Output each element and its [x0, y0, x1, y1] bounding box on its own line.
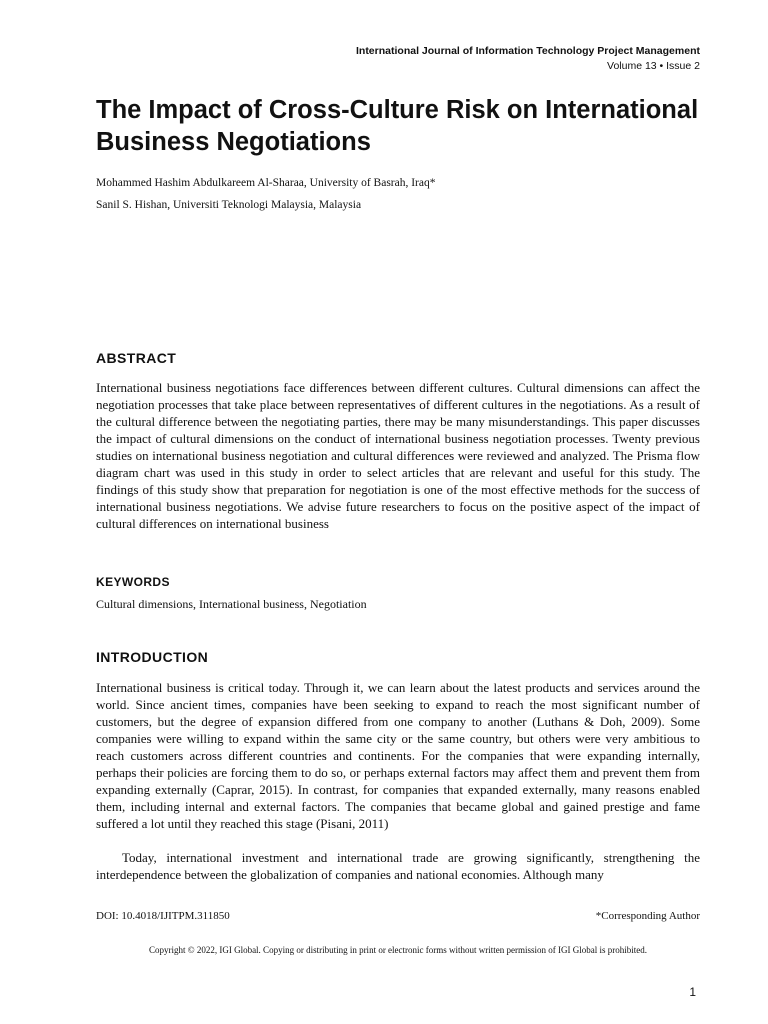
journal-name: International Journal of Information Technology Project Management [355, 45, 700, 57]
article-title: The Impact of Cross-Culture Risk on International Business Negotiations [96, 96, 699, 156]
keywords-heading: KEYWORDS [96, 575, 170, 589]
corresponding-author-note: *Corresponding Author [595, 910, 700, 922]
doi-text: DOI: 10.4018/IJITPM.311850 [96, 910, 230, 922]
author-line: Sanil S. Hishan, Universiti Teknologi Malaysia, Malaysia [96, 199, 362, 211]
author-line: Mohammed Hashim Abdulkareem Al-Sharaa, University of Basrah, Iraq* [96, 177, 436, 189]
introduction-paragraph: Today, international investment and international trade are growing significantly, strengthening the interdependence between the globalization of companies and national economies. Although many [96, 850, 700, 882]
abstract-text: International business negotiations face differences between different cultures. Cultural dimensions can affect the negotiation processes that take place between representatives of different cultures in the negotiations. As a result of the cultural difference between the negotiating parties, there may be many misunderstandings. This paper discusses the impact of cultural dimensions on the conduct of international business negotiation processes. Twenty previous studies on international business negotiation and cultural differences were reviewed and analyzed. The Prisma flow diagram chart was used in this study in order to select articles that are relevant and useful for this study. The findings of this study show that preparation for negotiation is one of the most effective methods for the success of international business negotiations. We advise future researchers to focus on the positive aspect of the impact of cultural differences on international business [96, 380, 700, 531]
introduction-heading: INTRODUCTION [96, 649, 209, 665]
keywords-text: Cultural dimensions, International business, Negotiation [96, 597, 367, 611]
abstract-heading: ABSTRACT [96, 350, 177, 366]
introduction-paragraph: International business is critical today. Through it, we can learn about the latest products and services around the world. Since ancient times, companies have been seeking to expand to reach the most significant number of customers, but the degree of expansion differed from one company to another (Luthans & Doh, 2009). Some companies were willing to expand within the same city or the same country, but others were very ambitious to reach customers across different countries and continents. For the companies that were expanding internally, perhaps their policies are forcing them to do so, or perhaps external factors may affect them and prevent them from expanding externally (Caprar, 2015). In contrast, for companies that expanded externally, many reasons enabled them, including internal and external factors. The companies that became global and gained prestige and fame suffered a lot until they reached this stage (Pisani, 2011) [96, 680, 700, 831]
copyright-notice: Copyright © 2022, IGI Global. Copying or distributing in print or electronic forms without written permission of IGI Global is prohibited. [148, 945, 648, 955]
author-list [96, 172, 436, 216]
journal-volume-issue: Volume 13 • Issue 2 [607, 60, 700, 72]
journal-header [356, 44, 700, 74]
page-number: 1 [689, 985, 696, 999]
